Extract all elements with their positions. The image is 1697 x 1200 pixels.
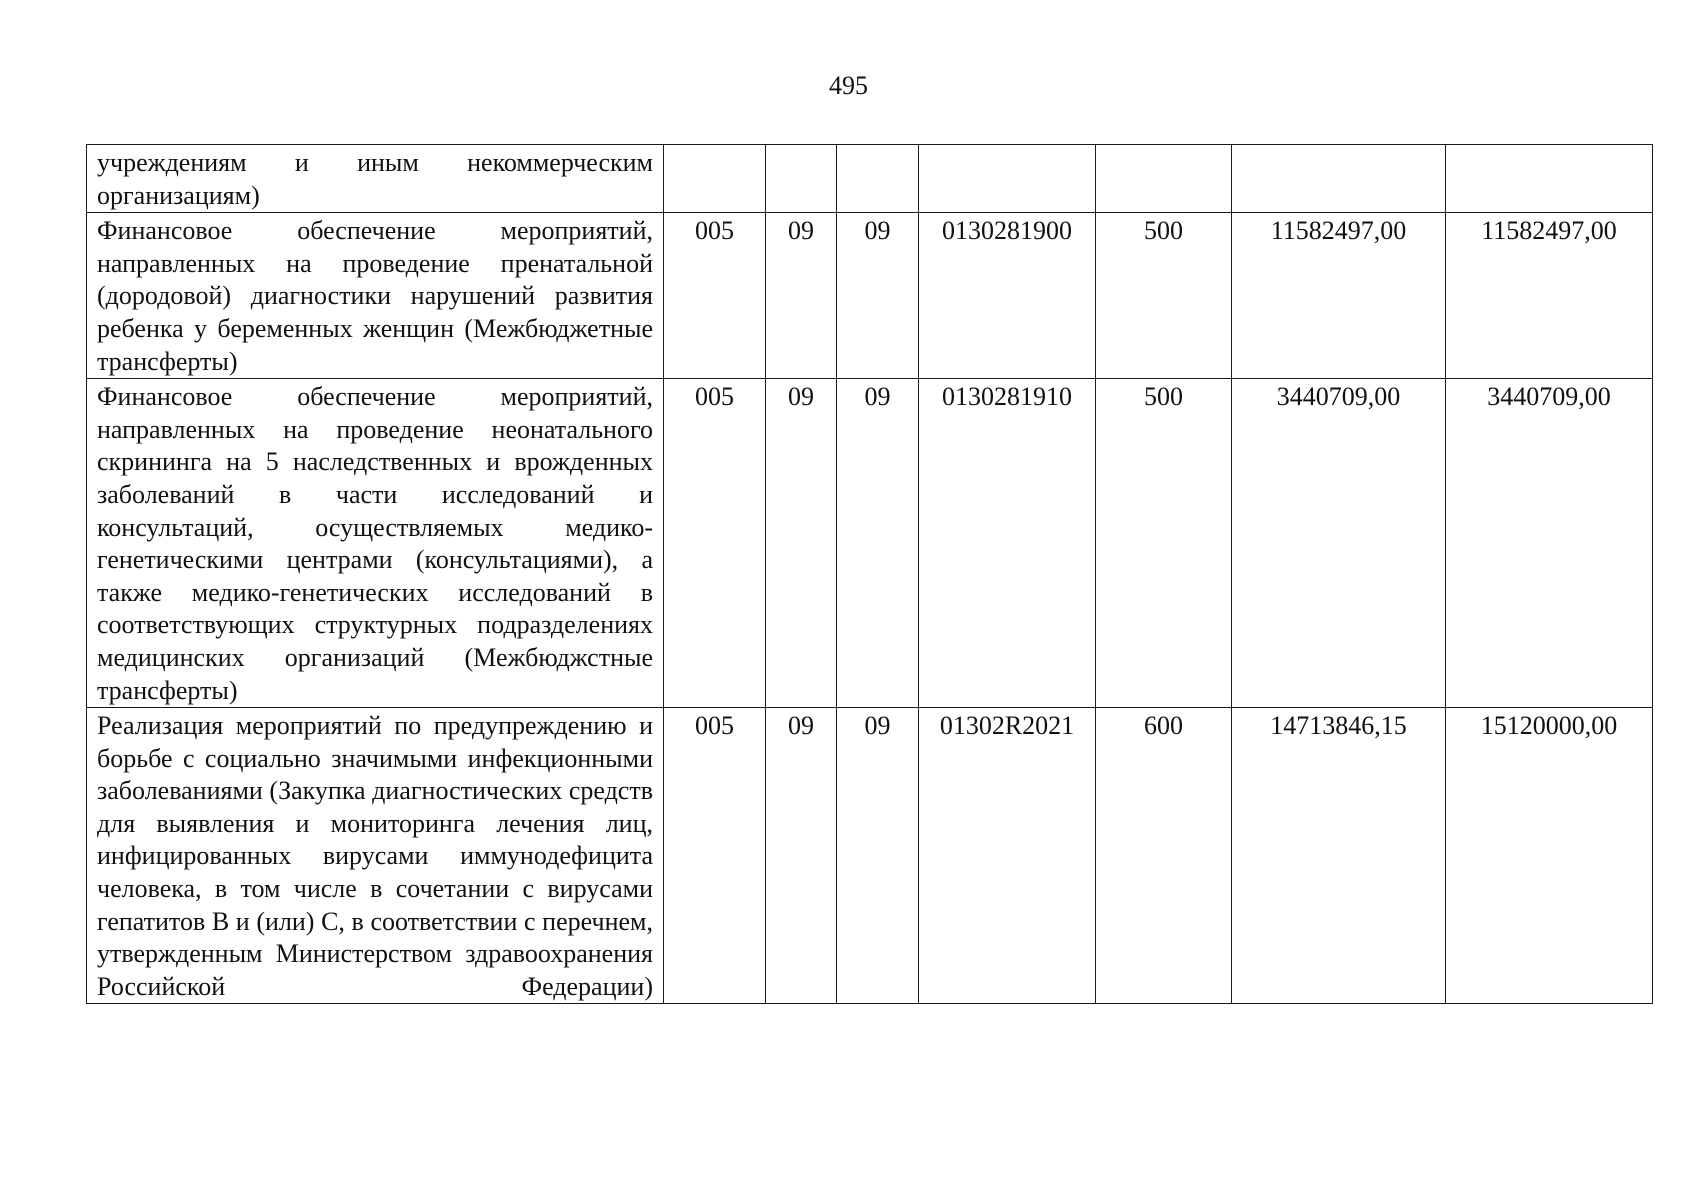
ministry-code: 005 [664, 708, 766, 1004]
target-article-code: 0130281910 [919, 379, 1096, 708]
amount-1: 14713846,15 [1232, 708, 1446, 1004]
row-description: учреждениям и иным некоммерческим организациям) [87, 145, 664, 213]
table-row [87, 145, 1653, 213]
target-article-code: 01302R2021 [919, 708, 1096, 1004]
target-article-code: 0130281900 [919, 213, 1096, 379]
amount-1 [1232, 145, 1446, 213]
budget-table [86, 144, 1653, 1004]
subsection-code [837, 145, 919, 213]
expense-type-code: 500 [1096, 379, 1232, 708]
row-description: Реализация мероприятий по предупреждению и борьбе с социально значимыми инфекционными заболеваниями (Закупка диагностических средств для выявления и мониторинга лечения лиц, инфицированных вирусами иммунодефицита человека, в том числе в сочетании с вирусами гепатитов B и (или) C, в соответствии с перечнем, утвержденным Министерством здравоохранения Российской Федерации) [87, 708, 664, 1004]
amount-1: 3440709,00 [1232, 379, 1446, 708]
ministry-code: 005 [664, 213, 766, 379]
ministry-code: 005 [664, 379, 766, 708]
ministry-code [664, 145, 766, 213]
page-number: 495 [829, 71, 868, 100]
amount-2 [1446, 145, 1653, 213]
subsection-code: 09 [837, 708, 919, 1004]
amount-2: 15120000,00 [1446, 708, 1653, 1004]
amount-2: 11582497,00 [1446, 213, 1653, 379]
section-code [766, 145, 837, 213]
section-code: 09 [766, 379, 837, 708]
target-article-code [919, 145, 1096, 213]
expense-type-code: 600 [1096, 708, 1232, 1004]
amount-2: 3440709,00 [1446, 379, 1653, 708]
table-row [87, 379, 1653, 708]
amount-1: 11582497,00 [1232, 213, 1446, 379]
table-row [87, 213, 1653, 379]
subsection-code: 09 [837, 379, 919, 708]
expense-type-code: 500 [1096, 213, 1232, 379]
expense-type-code [1096, 145, 1232, 213]
section-code: 09 [766, 708, 837, 1004]
subsection-code: 09 [837, 213, 919, 379]
row-description: Финансовое обеспечение мероприятий, направленных на проведение пренатальной (дородовой) диагностики нарушений развития ребенка у беременных женщин (Межбюджетные трансферты) [87, 213, 664, 379]
section-code: 09 [766, 213, 837, 379]
row-description: Финансовое обеспечение мероприятий, направленных на проведение неонатального скрининга на 5 наследственных и врожденных заболеваний в части исследований и консультаций, осуществляемых медико-генетическими центрами (консультациями), а также медико-генетических исследований в соответствующих структурных подразделениях медицинских организаций (Межбюджстные трансферты) [87, 379, 664, 708]
table-row [87, 708, 1653, 1004]
